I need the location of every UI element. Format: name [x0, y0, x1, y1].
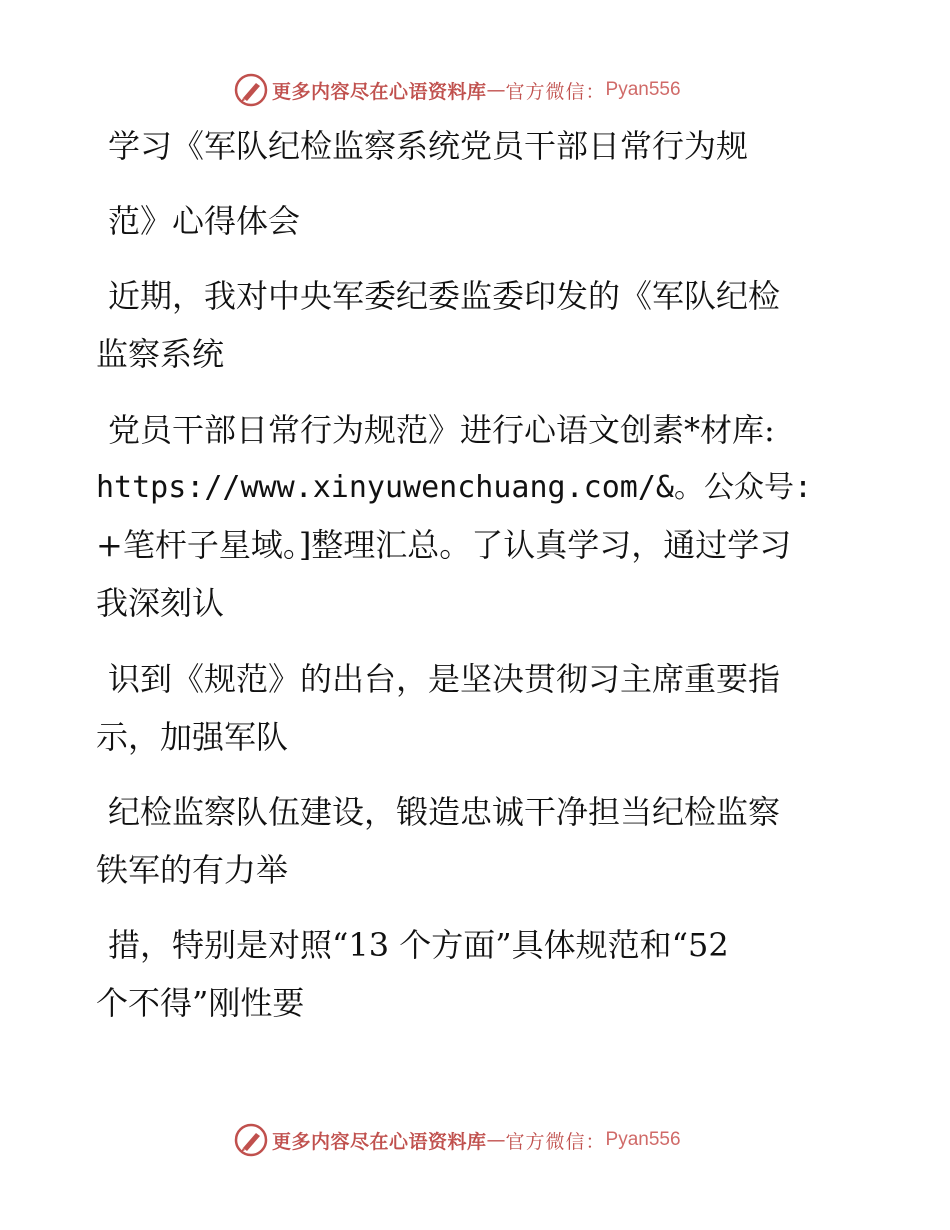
- paragraph-line: 近期，我对中央军委纪委监委印发的《军队纪检: [108, 277, 781, 315]
- header-watermark: [234, 72, 734, 108]
- title-line-1: 学习《军队纪检监察系统党员干部日常行为规: [108, 127, 749, 165]
- pen-logo-icon: [234, 1123, 268, 1157]
- watermark-wechat-id: Pyan556: [605, 79, 681, 100]
- paragraph-line: 识到《规范》的出台，是坚决贯彻习主席重要指: [108, 660, 781, 698]
- paragraph-line: 党员干部日常行为规范》进行心语文创素*材库:: [108, 411, 775, 449]
- paragraph-line-url: https://www.xinyuwenchuang.com/&。公众号:: [96, 470, 813, 505]
- paragraph-line: 个不得”刚性要: [96, 984, 305, 1022]
- paragraph-line: 示，加强军队: [96, 718, 289, 756]
- watermark-label: 官方微信：: [505, 80, 606, 103]
- title-line-2: 范》心得体会: [108, 202, 301, 240]
- paragraph-line: 监察系统: [96, 335, 225, 373]
- paragraph-line: 措，特别是对照“13 个方面”具体规范和“52: [108, 926, 729, 964]
- paragraph-line: 纪检监察队伍建设，锻造忠诚干净担当纪检监察: [108, 793, 781, 831]
- paragraph-line: +笔杆子星域。]整理汇总。了认真学习，通过学习: [96, 526, 792, 564]
- watermark-main-text: 更多内容尽在心语资料库: [272, 1130, 487, 1153]
- watermark-wechat-id: Pyan556: [605, 1129, 681, 1150]
- watermark-dash: —: [486, 79, 506, 101]
- footer-watermark: [234, 1122, 734, 1158]
- watermark-main-text: 更多内容尽在心语资料库: [272, 80, 487, 103]
- paragraph-line: 我深刻认: [96, 584, 225, 622]
- pen-logo-icon: [234, 73, 268, 107]
- watermark-dash: —: [486, 1129, 506, 1151]
- paragraph-line: 铁军的有力举: [96, 851, 289, 889]
- watermark-label: 官方微信：: [505, 1130, 606, 1153]
